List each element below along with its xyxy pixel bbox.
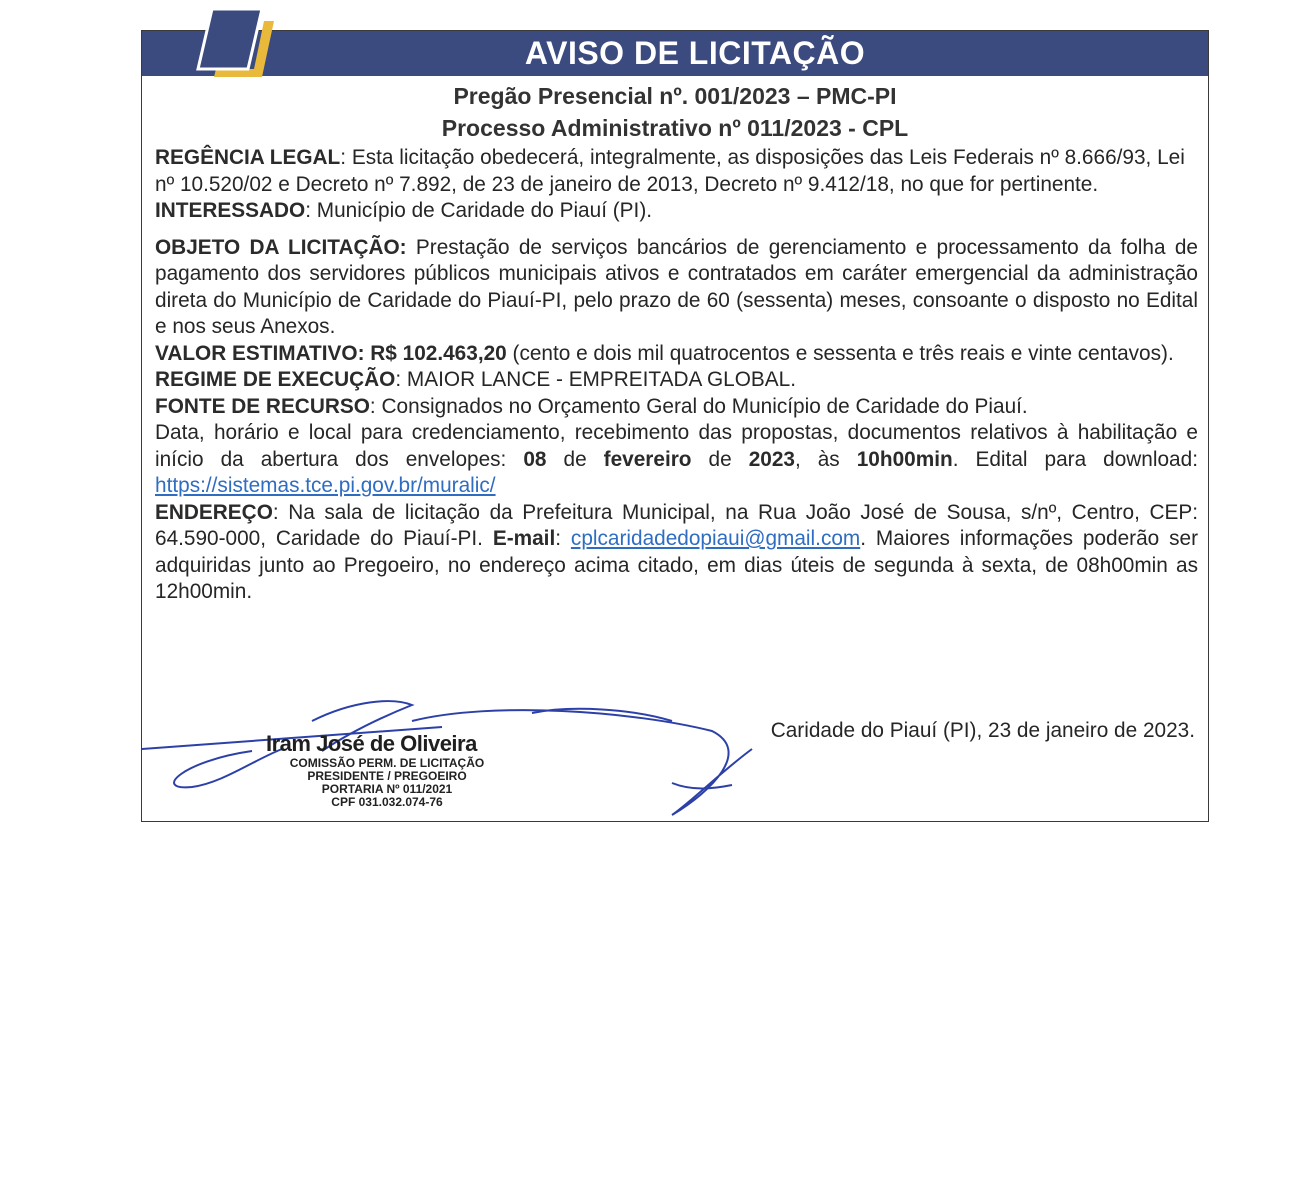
date-location: Caridade do Piauí (PI), 23 de janeiro de 2023. [770, 719, 1195, 742]
interessado-paragraph [155, 198, 1198, 225]
endereco-text: : Na sala de licitação da Prefeitura Municipal, na Rua João José de Sousa, s/nº, Centro, CEP: 64.590-000, Caridade do Piauí-PI. [155, 500, 1198, 550]
process-number: Processo Administrativo nº 011/2023 - CPL [441, 115, 909, 141]
regime-paragraph [155, 367, 1198, 394]
notice-body [155, 145, 1198, 606]
valor-label: VALOR ESTIMATIVO: R$ 102.463,20 [155, 341, 507, 365]
signer-cpf: CPF 031.032.074-76 [331, 795, 443, 809]
regime-label: REGIME DE EXECUÇÃO [155, 368, 396, 391]
email-end: . [860, 527, 867, 550]
notice-title: AVISO DE LICITAÇÃO [524, 35, 866, 71]
endereco-paragraph [155, 500, 1198, 606]
bid-notice [141, 30, 1209, 822]
pregao-number: Pregão Presencial nº. 001/2023 – PMC-PI [453, 83, 897, 109]
interessado-text: : Município de Caridade do Piauí (PI). [305, 199, 653, 222]
valor-paragraph [155, 341, 1198, 368]
objeto-label: OBJETO DA LICITAÇÃO: [155, 235, 407, 259]
regencia-text: : Esta licitação obedecerá, integralmente, as disposições das Leis Federais nº 8.666/93, Lei nº 10.520/02 e Decreto nº 7.892, de 23 de janeiro de 2013, Decreto nº 9.412/18, no que for pertinente. [155, 146, 1185, 196]
info-text: Maiores informações poderão ser adquiridas junto ao Pregoeiro, no endereço acima citado, em dias úteis de segunda à sexta, de 08h00min as 12h00min. [155, 527, 1198, 603]
email-label: E-mail [492, 527, 556, 550]
opening-year: 2023 [748, 447, 795, 471]
opening-day: 08 [523, 447, 547, 471]
opening-time: 10h00min [856, 447, 953, 471]
regencia-paragraph [155, 145, 1198, 198]
regencia-label: REGÊNCIA LEGAL [155, 146, 341, 169]
regime-text: : MAIOR LANCE - EMPREITADA GLOBAL. [395, 368, 796, 391]
signer-name: Iram José de Oliveira [266, 731, 477, 756]
endereco-label: ENDEREÇO [155, 500, 273, 524]
email-separator: : [555, 527, 571, 550]
download-link[interactable]: https://sistemas.tce.pi.gov.br/muralic/ [155, 474, 496, 497]
data-connector: , às [794, 447, 857, 471]
data-text: Data, horário e local para credenciamento, recebimento das propostas, documentos relativos à habilitação e início da abertura dos envelopes: [155, 421, 1198, 471]
data-connector: de [691, 447, 749, 471]
interessado-label: INTERESSADO [155, 199, 306, 222]
signer-commission: COMISSÃO PERM. DE LICITAÇÃO [289, 756, 485, 770]
title-banner [142, 31, 1208, 76]
fonte-text: : Consignados no Orçamento Geral do Município de Caridade do Piauí. [369, 394, 1028, 418]
signer-portaria: PORTARIA Nº 011/2021 [321, 782, 453, 796]
fonte-label: FONTE DE RECURSO [155, 394, 370, 418]
email-link[interactable]: cplcaridadedopiaui@gmail.com [570, 527, 861, 550]
download-intro: . Edital para download: [952, 447, 1198, 471]
fonte-paragraph [155, 394, 1198, 421]
objeto-paragraph [155, 235, 1198, 341]
valor-text: (cento e dois mil quatrocentos e sessenta e três reais e vinte centavos). [506, 341, 1174, 365]
data-connector: de [546, 447, 604, 471]
signer-role: PRESIDENTE / PREGOEIRO [307, 769, 467, 783]
objeto-text: Prestação de serviços bancários de gerenciamento e processamento da folha de pagamento dos servidores públicos municipais ativos e contratados em caráter emergencial da administração direta do Município de Caridade do Piauí-PI, pelo prazo de 60 (sessenta) meses, consoante o disposto no Edital e nos seus Anexos. [155, 235, 1198, 338]
data-paragraph [155, 420, 1198, 500]
opening-month: fevereiro [603, 447, 692, 471]
signature-block [142, 691, 782, 821]
